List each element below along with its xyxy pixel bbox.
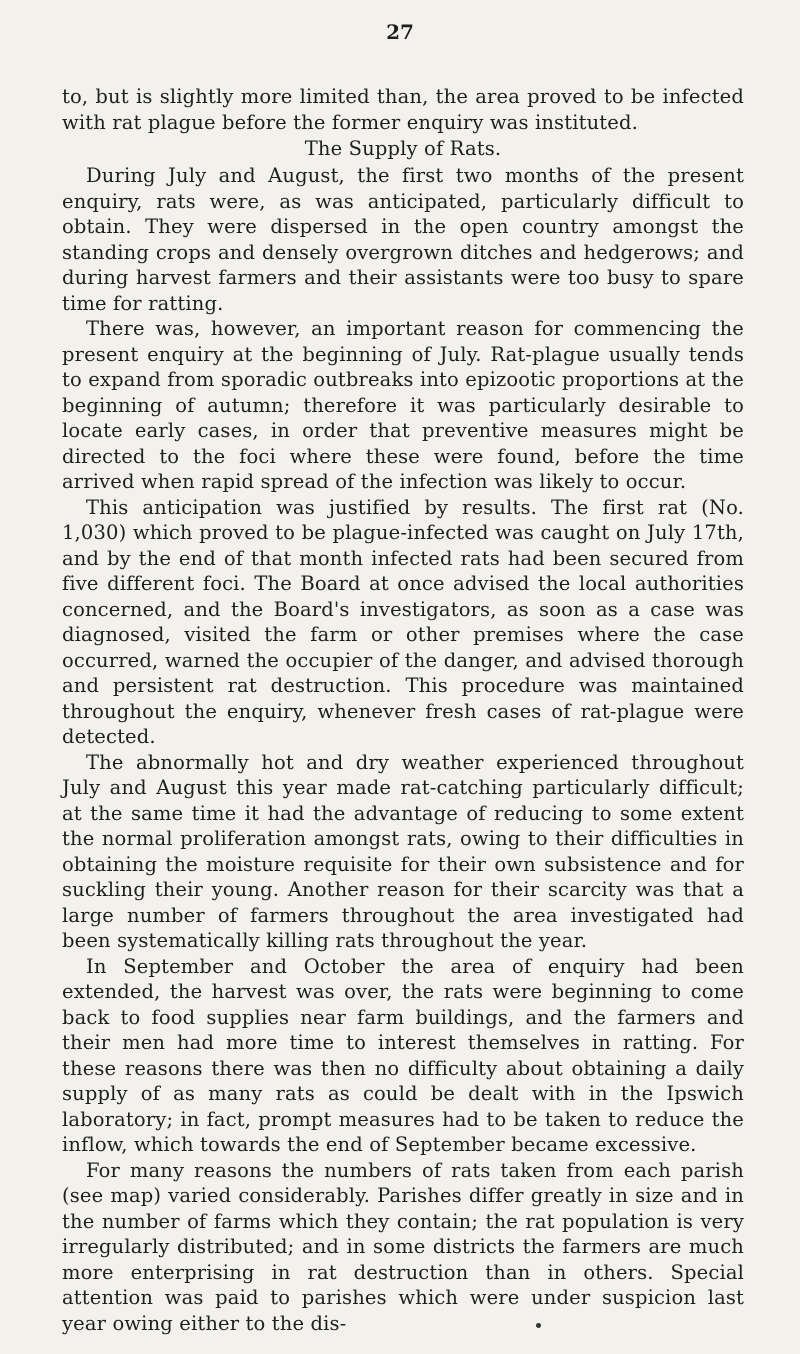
paragraph-anticipation-justified: This anticipation was justified by results. The first rat (No. 1,030) which proved to be plague-infected was caught on July 17th, and by the end of that month infected rats had been secured from five different foci. The Board at once advised the local authorities concerned, and the Board's investigators, as soon as a case was diagnosed, visited the farm or other premises where the case occurred, warned the occupier of the danger, and advised thorough and persistent rat destruction. This procedure was maintained throughout the enquiry, whenever fresh cases of rat-plague were detected. — [62, 495, 744, 748]
print-mark — [536, 1323, 541, 1328]
page-number: 27 — [386, 20, 414, 44]
paragraph-september-october: In September and October the area of enquiry had been extended, the harvest was over, the rats were beginning to come back to food supplies near farm buildings, and the farmers and their men had more time to interest themselves in ratting. For these reasons there was then no difficulty about obtaining a daily supply of as many rats as could be dealt with in the Ipswich laboratory; in fact, prompt measures had to be taken to reduce the inflow, which towards the end of September became excessive. — [62, 954, 744, 1156]
paragraph-hot-dry-weather: The abnormally hot and dry weather experienced throughout July and August this year made rat-catching particularly difficult; at the same time it had the advantage of reducing to some extent the normal proliferation amongst rats, owing to their difficulties in obtaining the moisture requisite for their own subsistence and for suckling their young. Another reason for their scarcity was that a large number of farmers throughout the area investigated had been systematically killing rats throughout the year. — [62, 750, 744, 952]
paragraph-important-reason: There was, however, an important reason for commencing the present enquiry at the beginning of July. Rat-plague usually tends to expand from sporadic outbreaks into epizootic proportions at the beginning of autumn; therefore it was particularly desirable to locate early cases, in order that preventive measures might be directed to the foci where these were found, before the time arrived when rapid spread of the infection was likely to occur. — [62, 317, 744, 493]
document-body — [62, 84, 744, 1336]
opening-paragraph: to, but is slightly more limited than, the area proved to be infected with rat plague before the former enquiry was instituted. — [62, 85, 744, 134]
paragraph-many-reasons: For many reasons the numbers of rats taken from each parish (see map) varied considerably. Parishes differ greatly in size and in the number of farms which they contain; the rat population is very irregularly distributed; and in some districts the farmers are much more enterprising in rat destruction than in others. Special attention was paid to parishes which were under suspicion last year owing either to the dis- — [62, 1158, 744, 1335]
paragraph-during-july: During July and August, the first two months of the present enquiry, rats were, as was anticipated, particularly difficult to obtain. They were dispersed in the open country amongst the standing crops and densely overgrown ditches and hedgerows; and during harvest farmers and their assistants were too busy to spare time for ratting. — [62, 164, 744, 315]
section-heading: The Supply of Rats. — [304, 137, 502, 160]
